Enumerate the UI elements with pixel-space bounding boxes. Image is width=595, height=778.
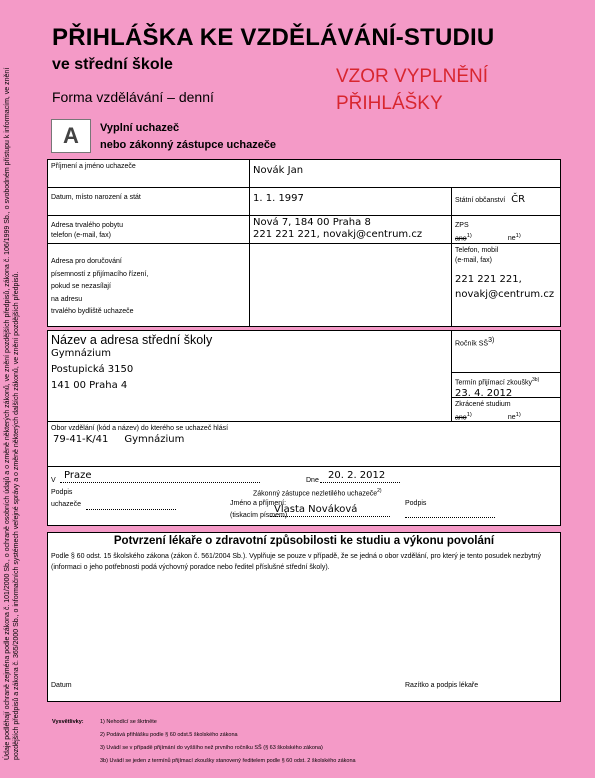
short-study-yes[interactable]: ano [455, 414, 467, 422]
school-year-field[interactable] [451, 330, 561, 373]
footnote-ref: 2) [377, 488, 382, 494]
school-city: 141 00 Praha 4 [51, 380, 128, 391]
guardian-signature-field[interactable] [405, 511, 495, 518]
birth-field[interactable] [249, 187, 452, 216]
name-value: Novák Jan [253, 165, 304, 176]
form-type: Forma vzdělávání – denní [52, 89, 214, 105]
birth-label-cell [47, 187, 250, 216]
date-label: Dne [306, 477, 319, 484]
zps-field[interactable] [451, 215, 561, 244]
section-a-line-1: Vyplní uchazeč [100, 122, 180, 134]
citizenship-field[interactable] [451, 187, 561, 216]
guardian-name-field[interactable] [270, 504, 390, 517]
address-label-1: Adresa trvalého pobytu [51, 222, 123, 229]
date-field[interactable] [320, 470, 400, 483]
phone-field[interactable] [451, 243, 561, 327]
guardian-name-value: Vlasta Nováková [274, 504, 358, 515]
place-field[interactable] [60, 470, 260, 483]
applicant-signature-label: Podpis [51, 489, 73, 496]
date-value: 20. 2. 2012 [328, 470, 386, 481]
footnote-ref: 3) [488, 337, 495, 344]
doctor-certificate [47, 532, 561, 702]
footnote-3: 3) Uvádí se v případě přijímání do vyššího než prvního ročníku SŠ (§ 63 školského zákona) [100, 745, 323, 751]
applicant-signature-field[interactable] [86, 501, 176, 510]
name-label-cell [47, 159, 250, 188]
citizenship-label: Státní občanství [455, 197, 506, 204]
guardian-name-label-2: (tiskacím písmem) [230, 512, 288, 519]
footnotes-title: Vysvětlivky: [52, 719, 84, 725]
doctor-date-label: Datum [51, 682, 72, 689]
footnote-ref: 3b) [532, 377, 540, 383]
delivery-label-4: na adresu [51, 295, 83, 303]
address-label-cell [47, 215, 250, 244]
doctor-stamp-label: Razítko a podpis lékaře [405, 682, 479, 689]
doctor-title: Potvrzení lékaře o zdravotní způsobilosti ke studiu a výkonu povolání [113, 535, 495, 547]
section-a-instruction [100, 120, 276, 154]
footnotes [52, 716, 356, 768]
footnote-ref: 1) [515, 412, 521, 418]
school-year-label: Ročník SŠ [455, 340, 489, 348]
citizenship-value: ČR [511, 194, 526, 205]
place-value: Praze [64, 470, 92, 481]
delivery-label-2: písemností z přijímacího řízení, [51, 270, 149, 278]
delivery-label-5: trvalého bydliště uchazeče [51, 308, 134, 315]
section-a-line-2: nebo zákonný zástupce uchazeče [100, 139, 277, 151]
guardian-signature-label: Podpis [405, 500, 427, 507]
section-a-badge: A [51, 119, 91, 153]
footnote-1: 1) Nehodící se škrtněte [100, 719, 157, 725]
legal-side-note: Údaje podléhají ochraně zejména podle zákona č. 101/2000 Sb., o ochraně osobních údajů a o změně některých zákonů, ve znění pozdějších předpisů, zákona č. 106/1999 Sb., o svobodném přístupu k informacím, ve znění pozdějších předpisů a zákona č. 365/2000 Sb., o informačních systémech veřejné správy a o změně některých dalších zákonů, ve znění pozdějších předpisů. [4, 67, 20, 760]
signature-area [47, 466, 561, 526]
sample-stamp-line-2: PŘIHLÁŠKY [336, 93, 443, 114]
delivery-label-1: Adresa pro doručování [51, 258, 122, 265]
exam-date-label: Termín přijímací zkoušky [455, 379, 533, 387]
name-label: Příjmení a jméno uchazeče [51, 163, 136, 170]
place-label: V [51, 477, 56, 484]
address-value-2: 221 221 221, novakj@centrum.cz [253, 229, 423, 240]
zps-label: ZPS [455, 222, 469, 229]
footnote-2: 2) Podává přihlášku podle § 60 odst.5 školského zákona [100, 732, 238, 738]
name-field[interactable] [249, 159, 561, 188]
school-street: Postupická 3150 [51, 364, 134, 375]
school-field[interactable] [47, 330, 452, 422]
study-field-label: Obor vzdělání (kód a název) do kterého se uchazeč hlásí [51, 425, 229, 432]
birth-value: 1. 1. 1997 [253, 193, 304, 204]
applicant-signature-label-2: uchazeče [51, 501, 81, 508]
phone-label-1: Telefon, mobil [455, 247, 499, 254]
footnote-3b: 3b) Uvádí se jeden z termínů přijímací zkoušky stanovený ředitelem podle § 60 odst. 2 školského zákona [100, 758, 356, 764]
phone-label-2: (e-mail, fax) [455, 257, 492, 264]
study-field-name: Gymnázium [124, 434, 185, 445]
short-study-no[interactable]: ne [507, 414, 516, 422]
address-field[interactable] [249, 215, 452, 244]
zps-yes[interactable]: ano [455, 235, 467, 243]
phone-value-1: 221 221 221, [455, 274, 522, 285]
footnote-ref: 1) [515, 233, 521, 239]
guardian-label: Zákonný zástupce nezletilého uchazeče [253, 490, 378, 498]
delivery-address-field[interactable] [249, 243, 452, 327]
exam-date-field[interactable] [451, 372, 561, 398]
study-field-cell[interactable] [47, 421, 561, 467]
guardian-name-label-1: Jméno a příjmení: [230, 500, 287, 507]
address-label-2: telefon (e-mail, fax) [51, 232, 111, 239]
form-title: PŘIHLÁŠKA KE VZDĚLÁVÁNÍ-STUDIU [52, 24, 495, 51]
birth-label: Datum, místo narození a stát [51, 194, 141, 201]
school-name: Gymnázium [51, 348, 111, 359]
zps-no[interactable]: ne [507, 235, 516, 243]
doctor-text: Podle § 60 odst. 15 školského zákona (zákon č. 561/2004 Sb.). Vyplňuje se pouze v případě, že se jedná o obor vzdělání, pro který je tento posudek nezbytný (informaci o jeho potřebnosti podá výchovný poradce nebo ředitel příslušné střední školy). [51, 553, 542, 571]
study-field-code: 79-41-K/41 [53, 434, 109, 445]
address-value-1: Nová 7, 184 00 Praha 8 [253, 217, 371, 228]
delivery-label-cell [47, 243, 250, 327]
footnote-ref: 1) [466, 233, 472, 239]
exam-date-value: 23. 4. 2012 [455, 388, 513, 398]
school-heading: Název a adresa střední školy [51, 333, 213, 347]
form-subtitle: ve střední škole [52, 56, 173, 73]
footnote-ref: 1) [466, 412, 472, 418]
delivery-label-3: pokud se nezasílají [51, 283, 111, 290]
sample-stamp-line-1: VZOR VYPLNĚNÍ [336, 66, 489, 87]
phone-value-2: novakj@centrum.cz [455, 289, 555, 300]
short-study-label: Zkrácené studium [455, 401, 511, 408]
short-study-field[interactable] [451, 397, 561, 422]
